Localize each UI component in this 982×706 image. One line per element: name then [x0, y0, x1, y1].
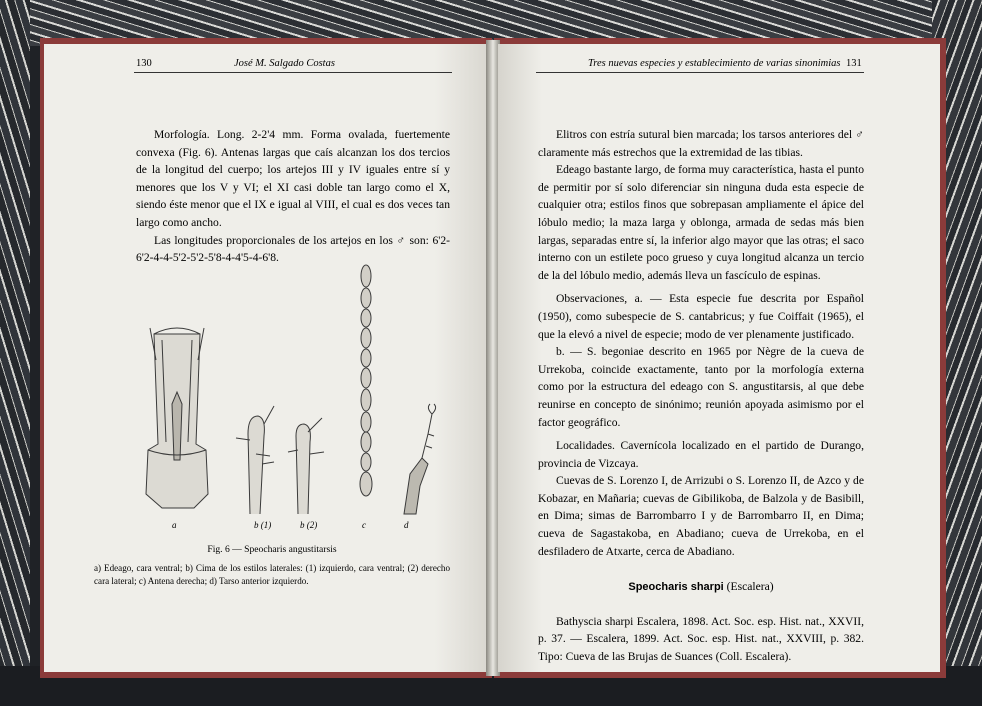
aedeagus-drawing — [146, 328, 208, 508]
figure-label-b2: b (2) — [300, 520, 318, 530]
caves-paragraph: Cuevas de S. Lorenzo I, de Arrizubi o S. Lorenzo II, de Azco y de Kobazar, en Mañaria; cuevas de Gibilikoba, de Balzola y de Basibill, en Dima; simas de Barrombarro I y de Barrombarro II, en Dima; cueva de Sagastakoba, en Abadiano; cueva de Urrekoba, en el desfiladero de Atxarte, cerca de Abadiano. — [538, 474, 864, 558]
book-cover-left — [0, 0, 30, 706]
figure-legend: a) Edeago, cara ventral; b) Cima de los estilos laterales: (1) izquierdo, cara ventral; (2) derecho cara lateral; c) Antena derecha; d) Tarso anterior izquierdo. — [94, 563, 450, 587]
species-name: Speocharis sharpi — [628, 581, 724, 594]
species-heading — [538, 578, 864, 597]
synonym-paragraph: b. — S. begoniae descrito en 1965 por Nègre de la cueva de Urrekoba, coincide exactamente, tanto por la morfología externa como por la estructura del edeago con S. angustitarsis, al que debe reunirse en concepto de sinónimo; reunión apoyada asimismo por el factor geográfico. — [538, 345, 864, 429]
proportions-paragraph: Las longitudes proporcionales de los artejos en los ♂ son: 6'2-6'2-4-4-5'2-5'2-5'8-4-4'5-4-6'8. — [136, 233, 450, 265]
antenna-drawing — [360, 265, 372, 496]
figure-label-a: a — [172, 520, 177, 530]
figure-label-c: c — [362, 520, 366, 530]
left-running-head: José M. Salgado Costas — [234, 58, 335, 69]
figure-6-drawing — [132, 264, 448, 534]
bibliography-paragraph: Bathyscia sharpi Escalera, 1898. Act. Soc. esp. Hist. nat., XXVII, p. 37. — Escalera, 1899. Act. Soc. esp. Hist. nat., XXVIII, p. 382. Tipo: Cueva de las Brujas de Suances (Coll. Escalera). — [538, 614, 864, 664]
figure-label-b1: b (1) — [254, 520, 272, 530]
right-header-rule — [536, 72, 864, 73]
right-text-block — [538, 126, 864, 666]
elytra-paragraph: Elitros con estría sutural bien marcada; los tarsos anteriores del ♂ claramente más estrechos que la extremidad de las tibias. — [538, 128, 864, 159]
left-page-number: 130 — [136, 58, 152, 69]
left-header-rule — [134, 72, 452, 73]
localities-paragraph: Localidades. Cavernícola localizado en el partido de Durango, provincia de Vizcaya. — [538, 439, 864, 470]
figure-label-d: d — [404, 520, 409, 530]
right-running-head: Tres nuevas especies y establecimiento de varias sinonimias — [588, 58, 841, 69]
figure-caption: Fig. 6 — Speocharis angustitarsis — [207, 544, 337, 555]
left-text-block — [136, 126, 450, 267]
stylus-left-drawing — [236, 406, 274, 514]
species-author: (Escalera) — [726, 580, 774, 594]
aedeagus-paragraph: Edeago bastante largo, de forma muy característica, hasta el punto de permitir por sí solo diferenciar sin ninguna duda esta especie de cualquier otra; estilos finos que sobrepasan ampliamente el ápice del lóbulo medio; la maza larga y oblonga, armada de sedas más bien largas, separadas entre sí, la inferior algo mayor que las otras; el saco interno con un estilete poco grueso y cuya longitud alcanza un tercio de la del lóbulo medio, además lleva un fascículo de espinas. — [538, 163, 864, 282]
observations-paragraph: Observaciones, a. — Esta especie fue descrita por Español (1950), como subespecie de S. cantabricus; y fue Coiffait (1965), el que la elevó a nivel de especie; modo de ver plenamente justificado. — [538, 292, 864, 341]
tarsus-drawing — [404, 404, 436, 514]
right-page-number: 131 — [846, 58, 862, 69]
morphology-paragraph: Morfología. Long. 2-2'4 mm. Forma ovalada, fuertemente convexa (Fig. 6). Antenas largas que caís alcanzan los dos tercios de la longitud del cuerpo; los artejos III y IV iguales entre sí y menores que los V y VI; el XI casi doble tan largo como el X, siendo éste menor que el IX e igual al VIII, el cual es dos veces tan largo como ancho. — [136, 128, 450, 229]
stylus-right-drawing — [288, 418, 324, 514]
